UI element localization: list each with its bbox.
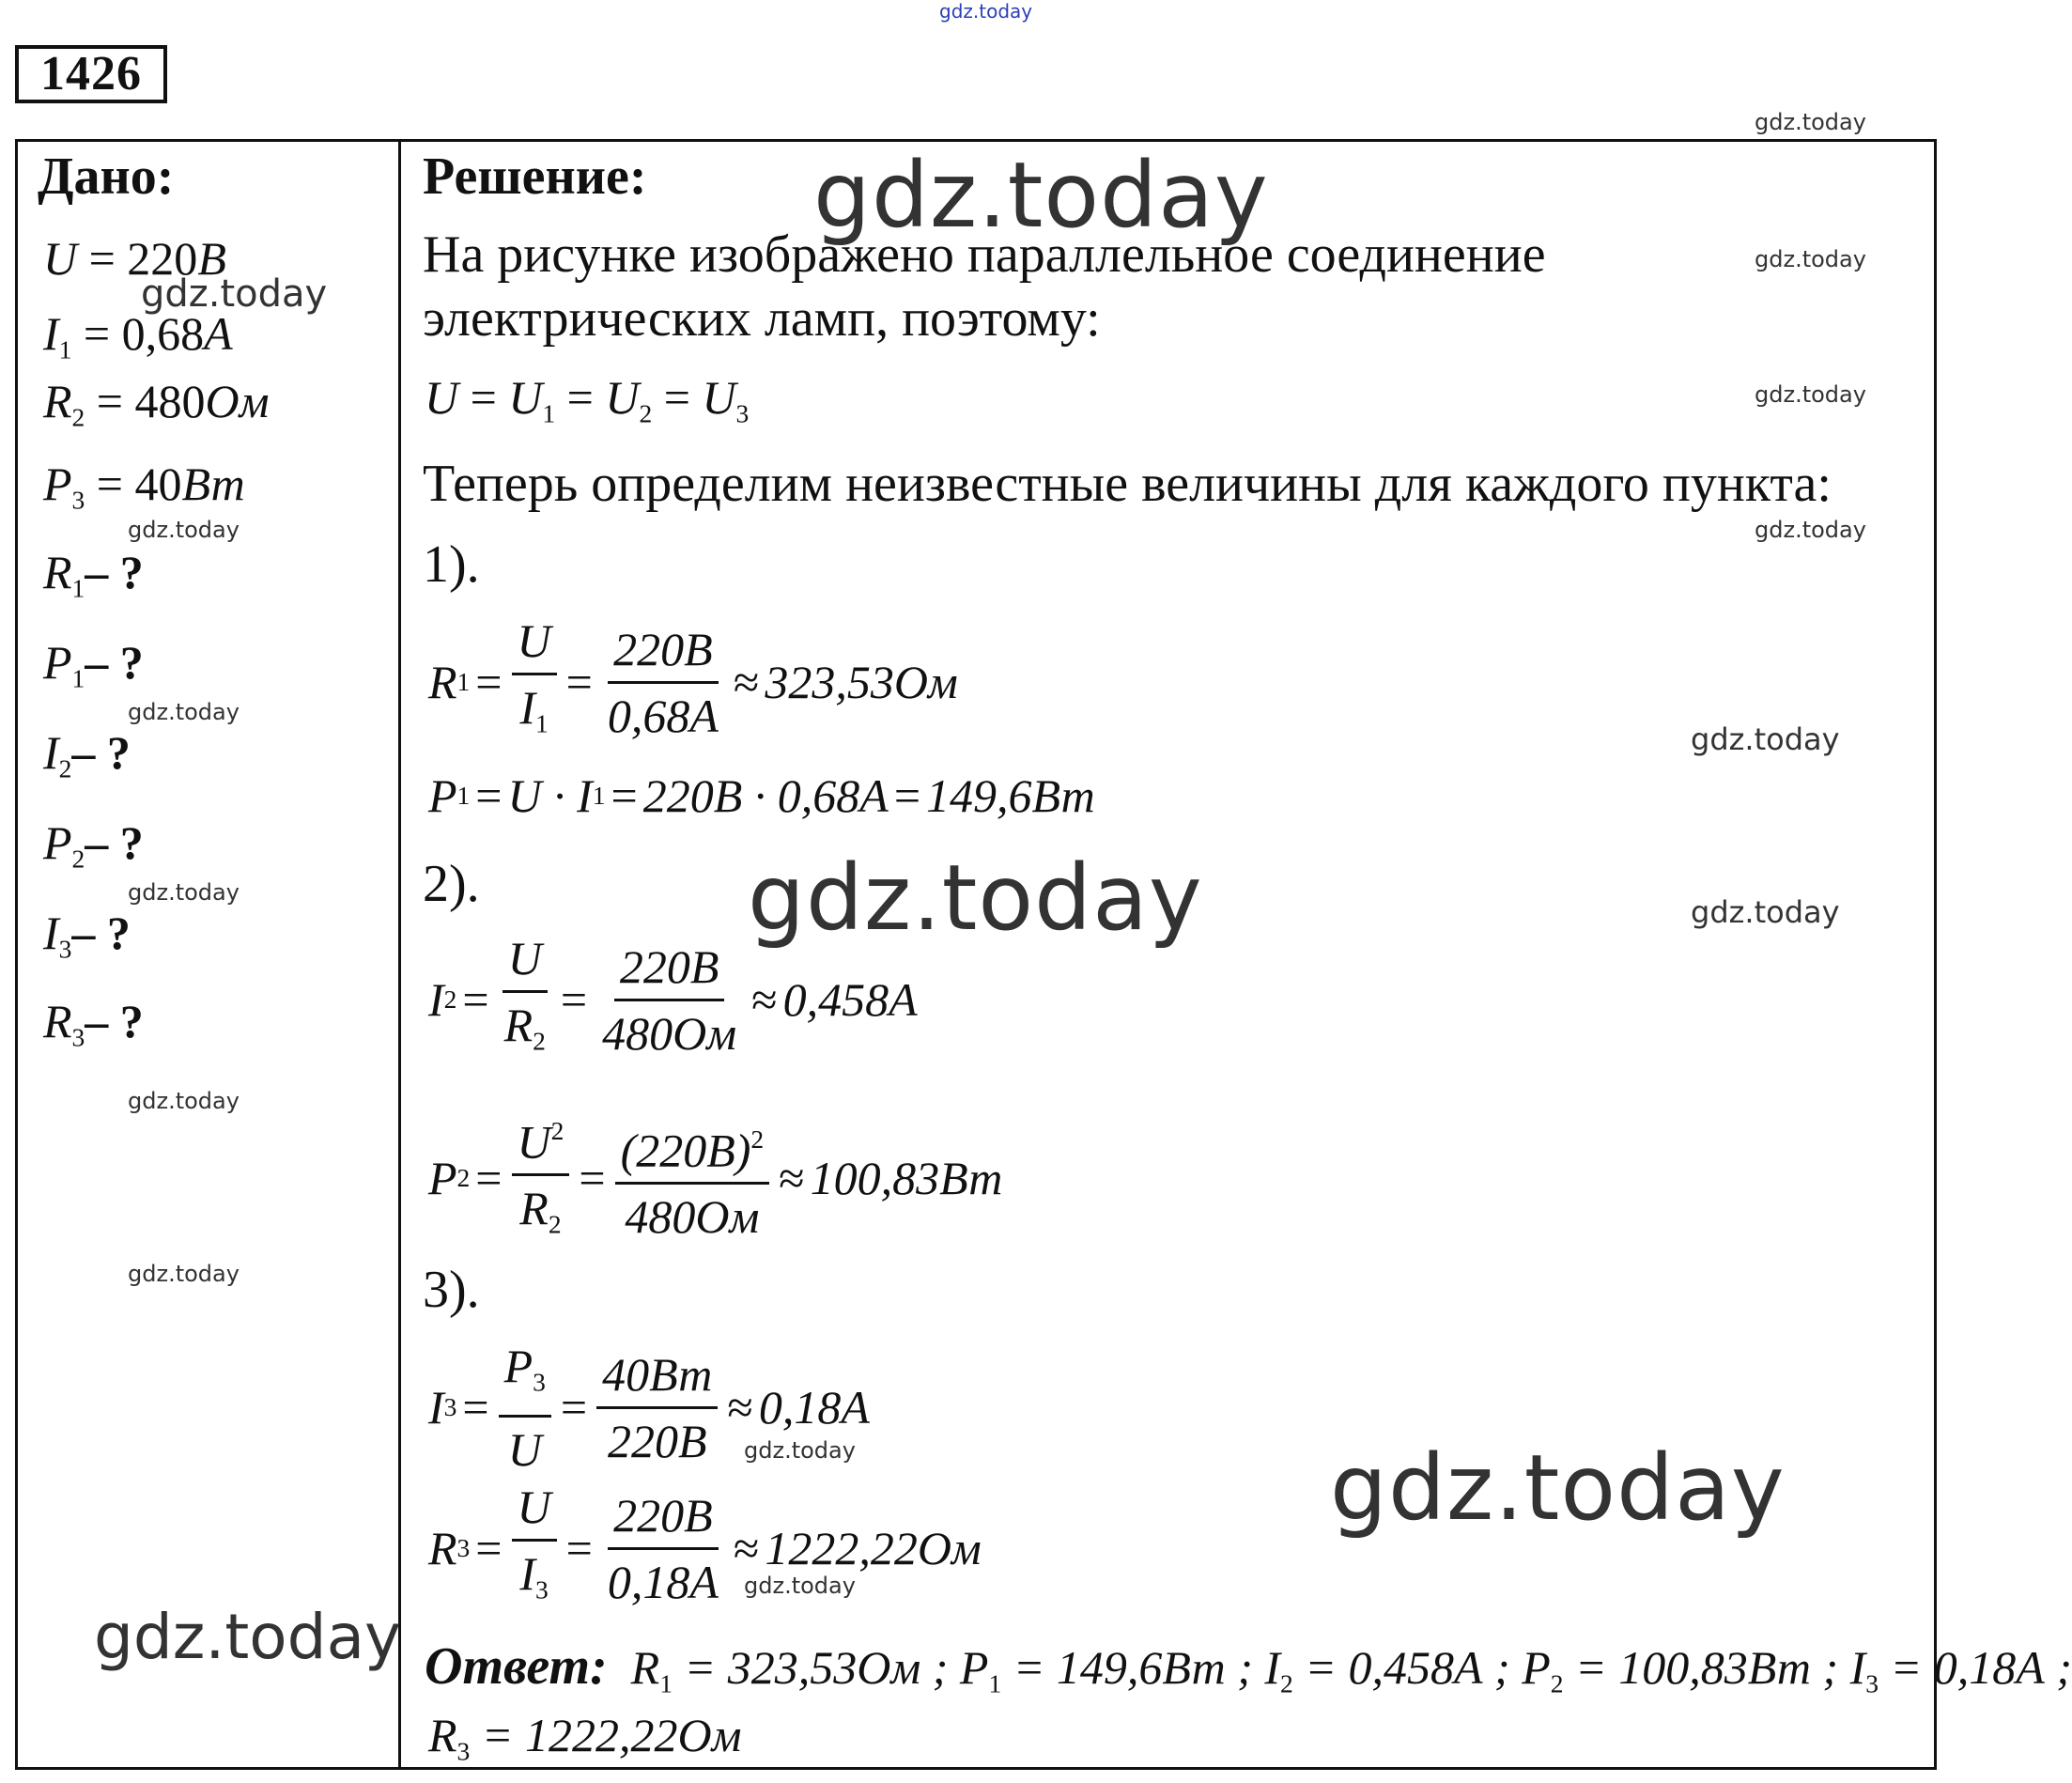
watermark-small-1: gdz.today [744, 1437, 856, 1464]
unknown-r1: $R_1-$ ? [43, 546, 144, 603]
watermark-right-2: gdz.today [1755, 246, 1866, 272]
next-line: Теперь определим неизвестные величины для каждого пункта: [423, 455, 1832, 513]
watermark-right-1: gdz.today [1755, 109, 1866, 135]
intro-line-1: На рисунке изображено параллельное соединение [423, 225, 1546, 284]
formula-p2: P 2 = $\frac{U^2}{R_2}$ = $\frac{(220В)^2}{480Ом}$ ≈ 100,83Вт [428, 1103, 1002, 1253]
given-header: Дано: [38, 147, 175, 206]
watermark-right-3: gdz.today [1755, 381, 1866, 408]
voltage-equality: $U = U_1 = U_2 = U_3$ [425, 371, 750, 428]
watermark-left-2: gdz.today [128, 517, 240, 543]
unknown-i3: $I_3-$ ? [43, 907, 131, 964]
formula-r1: R 1 = $\frac{U}{I_1}$ = $\frac{220В}{0,68А}$ ≈ 323,53Ом [428, 614, 958, 742]
watermark-big-1: gdz.today [813, 143, 1269, 248]
formula-p1: P 1 = U · I 1 = 220В · 0,68А = 149,6Вт [428, 769, 1095, 822]
step-3-label: 3). [423, 1261, 480, 1319]
problem-number: 1426 [15, 45, 167, 103]
watermark-left-6: gdz.today [128, 1261, 240, 1287]
formula-i3: I 3 = $\frac{P_3}{U}$ = $\frac{40Вт}{220В}$ ≈ 0,18А [428, 1340, 870, 1476]
formula-r3: R 3 = $\frac{U}{I_3}$ = $\frac{220В}{0,18А}$ ≈ 1222,22Ом [428, 1481, 982, 1608]
watermark-left-4: gdz.today [128, 879, 240, 906]
unknown-r3: $R_3-$ ? [43, 995, 144, 1052]
step-2-label: 2). [423, 855, 480, 913]
intro-line-2: электрических ламп, поэтому: [423, 289, 1101, 348]
watermark-top: gdz.today [939, 0, 1033, 23]
solution-header: Решение: [423, 147, 647, 206]
watermark-small-2: gdz.today [744, 1573, 856, 1599]
watermark-right-4: gdz.today [1755, 517, 1866, 543]
watermark-right-6: gdz.today [1691, 894, 1840, 930]
watermark-left-5: gdz.today [128, 1088, 240, 1114]
watermark-left-3: gdz.today [128, 699, 240, 725]
watermark-big-4: gdz.today [94, 1601, 402, 1673]
given-item-i1: $I_1 = 0,68А$ [43, 307, 233, 364]
watermark-big-2: gdz.today [748, 845, 1203, 951]
given-item-r2: $R_2 = 480Ом$ [43, 375, 270, 432]
unknown-p2: $P_2-$ ? [43, 816, 144, 874]
given-item-p3: $P_3 = 40Вт$ [43, 457, 245, 515]
answer-line-1: Ответ: $R_1 = 323,53Ом$ ; $P_1 = 149,6Вт$ ; $I_2 = 0,458А$ ; $P_2 = 100,83Вт$ ; $I_3 = 0,18А$ ; [425, 1637, 2072, 1698]
watermark-right-5: gdz.today [1691, 721, 1840, 757]
column-divider [398, 139, 401, 1770]
formula-i2: I 2 = $\frac{U}{R_2}$ = $\frac{220В}{480Ом}$ ≈ 0,458А [428, 932, 918, 1060]
watermark-left-1: gdz.today [141, 272, 328, 316]
answer-line-2: $R_3 = 1222,22Ом$ [428, 1709, 742, 1766]
unknown-i2: $I_2-$ ? [43, 726, 131, 783]
watermark-big-3: gdz.today [1330, 1435, 1786, 1541]
unknown-p1: $P_1-$ ? [43, 636, 144, 693]
step-1-label: 1). [423, 535, 480, 594]
given-item-u: U = 220В [43, 232, 226, 285]
